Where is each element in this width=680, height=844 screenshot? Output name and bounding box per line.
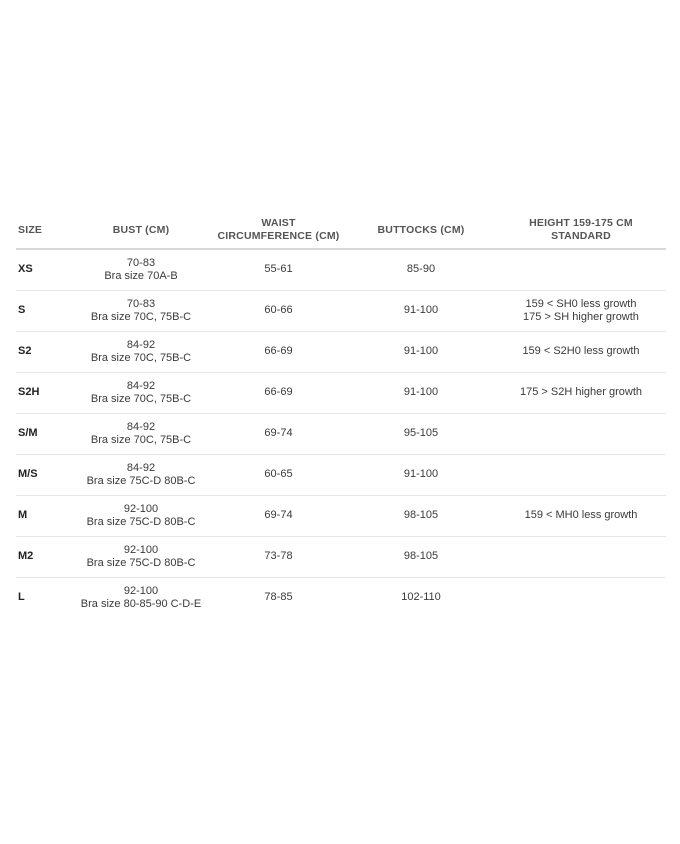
buttocks-cell: 91-100 [346,332,496,373]
size-chart-table [16,212,666,618]
table-row [16,249,666,291]
size-cell: M/S [16,455,71,496]
table-row [16,578,666,619]
height-note-1: 159 < MH0 less growth [524,509,638,522]
table-row [16,373,666,414]
height-note-2: 175 > SH higher growth [523,311,639,323]
waist-cell: 55-61 [211,249,346,291]
bust-value: 92-100 [123,584,159,597]
size-cell: S [16,291,71,332]
bust-value: 70-83 [126,256,156,269]
bust-cell [71,291,211,332]
buttocks-cell: 95-105 [346,414,496,455]
waist-cell: 60-65 [211,455,346,496]
bust-cell [71,496,211,537]
header-bust [71,212,211,249]
waist-cell: 60-66 [211,291,346,332]
buttocks-cell: 98-105 [346,496,496,537]
bust-value: 70-83 [126,297,156,310]
bra-size: Bra size 75C-D 80B-C [86,557,196,569]
buttocks-cell: 102-110 [401,591,441,604]
header-buttocks-label: BUTTOCKS (CM) [377,223,465,236]
bra-size: Bra size 80-85-90 C-D-E [80,598,202,610]
bra-size: Bra size 70C, 75B-C [90,434,192,446]
waist-cell: 73-78 [211,537,346,578]
bust-cell [71,373,211,414]
bra-size: Bra size 70A-B [104,270,178,282]
waist-cell: 69-74 [211,414,346,455]
table-header [16,212,666,249]
bra-size: Bra size 70C, 75B-C [90,352,192,364]
header-waist-line-2: CIRCUMFERENCE (CM) [217,230,340,242]
table-body [16,249,666,618]
size-cell: S2H [16,373,71,414]
header-buttocks [346,212,496,249]
bust-value: 84-92 [126,338,156,351]
bust-cell [71,332,211,373]
header-bust-label: BUST (CM) [112,223,170,236]
height-cell [496,291,666,332]
table-row [16,332,666,373]
height-note-1: 159 < S2H0 less growth [522,345,640,358]
waist-cell: 69-74 [211,496,346,537]
height-cell [496,578,666,619]
height-cell [496,537,666,578]
buttocks-cell: 91-100 [346,291,496,332]
bust-cell [71,578,211,619]
bust-cell [71,414,211,455]
header-height-line-1: HEIGHT 159-175 CM [529,217,633,229]
height-note-1: 159 < SH0 less growth [525,297,637,310]
size-cell: S2 [16,332,71,373]
size-cell: S/M [16,414,71,455]
size-cell: M [16,496,71,537]
header-height-line-2: STANDARD [551,230,611,242]
waist-cell: 78-85 [264,591,293,604]
bust-value: 84-92 [126,420,156,433]
buttocks-cell: 91-100 [346,455,496,496]
size-cell: M2 [16,537,71,578]
height-note-1: 175 > S2H higher growth [520,386,642,399]
table-row [16,414,666,455]
header-waist-line-1: WAIST [261,217,296,229]
height-cell [496,455,666,496]
bust-value: 84-92 [126,461,156,474]
table-row [16,537,666,578]
bust-cell [71,249,211,291]
bra-size: Bra size 75C-D 80B-C [86,516,196,528]
bust-cell [71,537,211,578]
height-cell [496,332,666,373]
height-cell [496,373,666,414]
bust-cell [71,455,211,496]
waist-cell: 66-69 [211,332,346,373]
buttocks-cell: 91-100 [346,373,496,414]
header-size [16,212,71,249]
header-row [16,212,666,249]
bra-size: Bra size 75C-D 80B-C [86,475,196,487]
size-cell: XS [16,249,71,291]
table-row [16,455,666,496]
bust-value: 84-92 [126,379,156,392]
height-cell [496,414,666,455]
size-cell: L [18,591,25,604]
bra-size: Bra size 70C, 75B-C [90,311,192,323]
height-cell [496,496,666,537]
table-row [16,496,666,537]
height-cell [496,249,666,291]
bust-value: 92-100 [123,543,159,556]
header-size-label: SIZE [18,223,43,236]
header-height [496,212,666,249]
bust-value: 92-100 [123,502,159,515]
table-row [16,291,666,332]
bra-size: Bra size 70C, 75B-C [90,393,192,405]
header-waist [211,212,346,249]
waist-cell: 66-69 [211,373,346,414]
buttocks-cell: 98-105 [346,537,496,578]
buttocks-cell: 85-90 [346,249,496,291]
